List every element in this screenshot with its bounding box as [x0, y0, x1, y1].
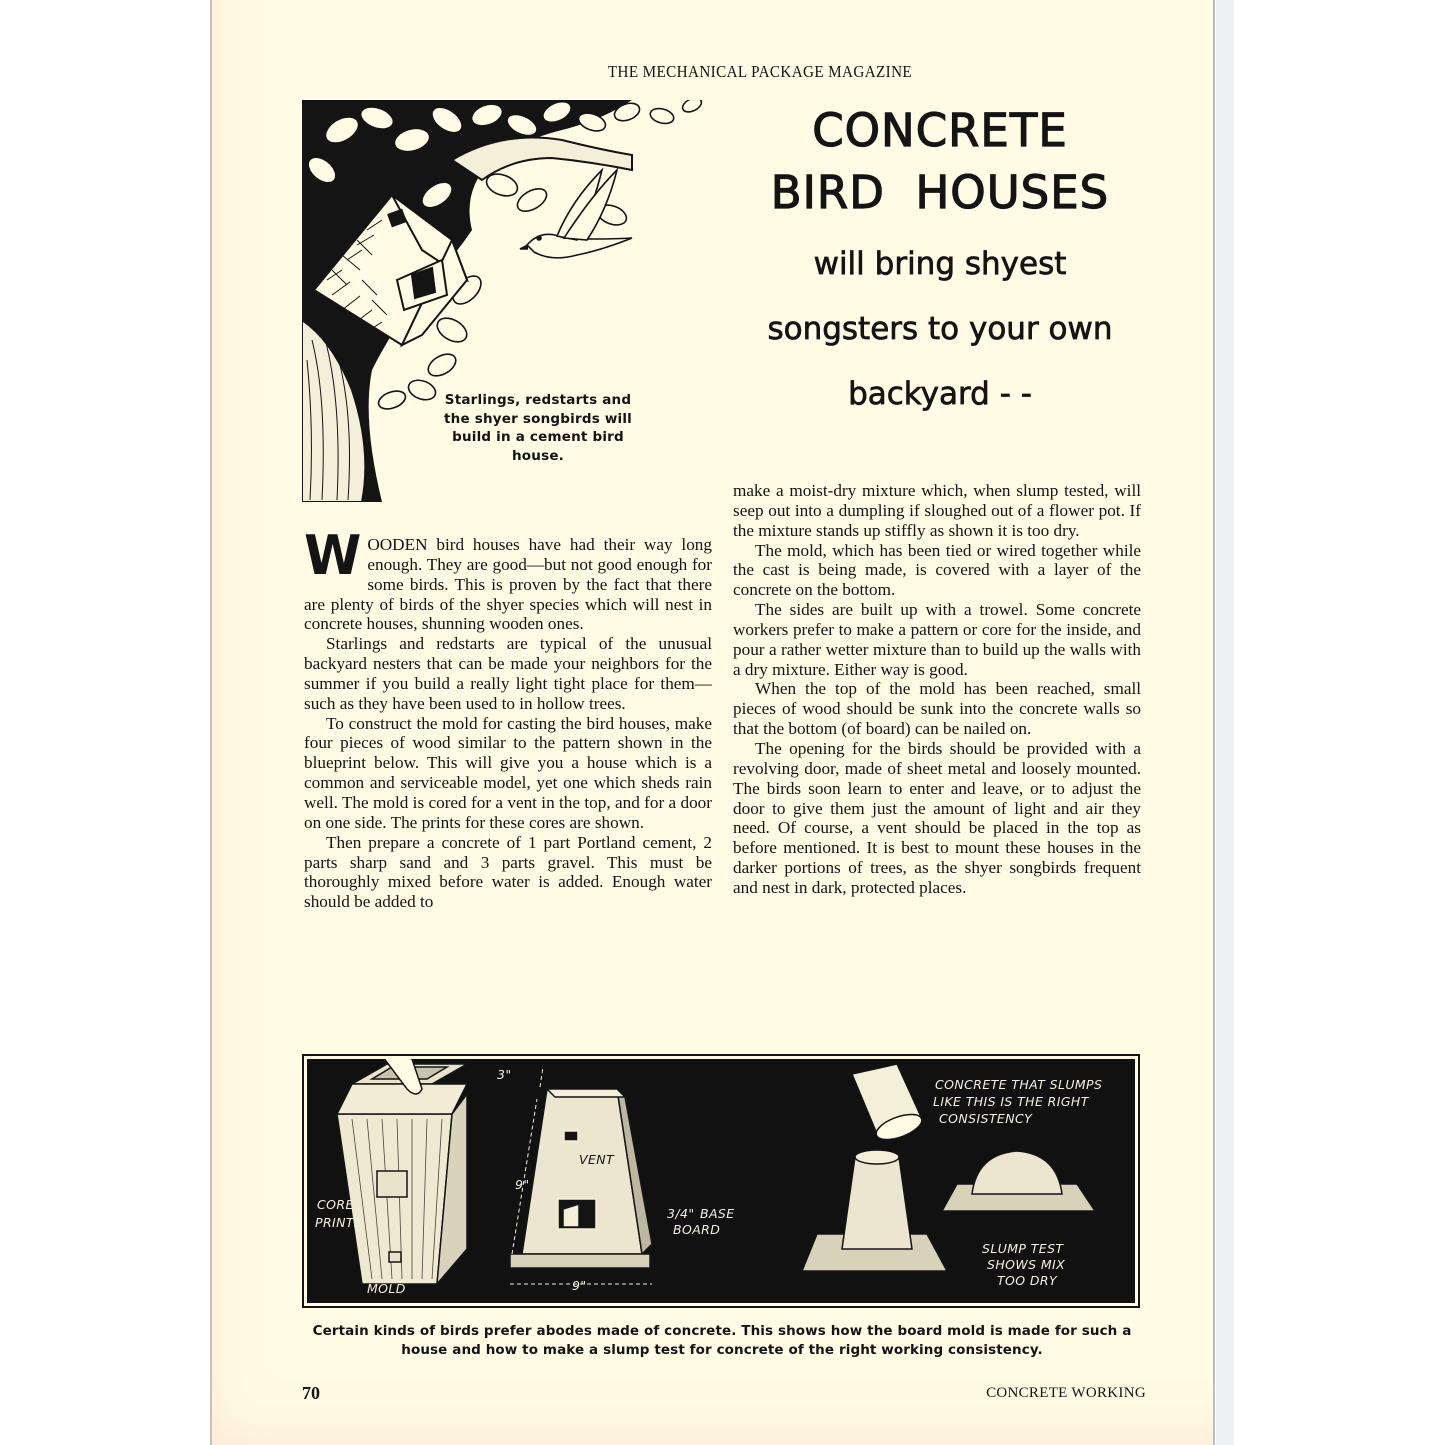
figure-caption: Certain kinds of birds prefer abodes made of concrete. This shows how the board mold is made for such a house and how to make a slump test for concrete of the right working consistency.	[312, 1323, 1132, 1358]
page-number: 70	[302, 1383, 320, 1403]
headline-subtitle-line2: songsters to your own	[767, 311, 1113, 347]
label-base-board-fraction: 3/4"	[667, 1206, 695, 1221]
label-prints: PRINTS	[315, 1215, 363, 1230]
headline-subtitle-line1: will bring shyest	[813, 246, 1067, 282]
label-core: CORE	[317, 1197, 354, 1212]
headline-subtitle-line3: backyard - -	[848, 376, 1032, 412]
mold-and-slump-test-figure	[302, 1054, 1140, 1308]
article-column-right	[733, 481, 1141, 898]
label-vent: VENT	[579, 1152, 615, 1167]
section-name: CONCRETE WORKING	[986, 1385, 1146, 1401]
illustration-caption: Starlings, redstarts and the shyer songbirds will build in a cement bird house.	[444, 392, 632, 464]
label-slump-test-2: SHOWS MIX	[987, 1257, 1066, 1272]
figure-panel	[307, 1059, 1135, 1303]
running-head: THE MECHANICAL PACKAGE MAGAZINE	[607, 62, 913, 81]
paragraph: To construct the mold for casting the bird houses, make four pieces of wood similar to the pattern shown in the blueprint below. This will give you a house which is a common and serviceable model, yet one which sheds rain well. The mold is cored for a vent in the top, and for a door on one side. The prints for these cores are shown.	[304, 713, 712, 832]
concrete-house-drawing	[510, 1089, 652, 1268]
label-right-consistency-3: CONSISTENCY	[939, 1111, 1033, 1126]
page-edge	[1216, 0, 1234, 1445]
paragraph: make a moist-dry mixture which, when slump tested, will seep out into a dumpling if sloughed out of a flower pot. If the mixture stands up stiffly as shown it is too dry.	[733, 481, 1141, 540]
wooden-mold-drawing	[337, 1064, 467, 1284]
label-right-consistency-2: LIKE THIS IS THE RIGHT	[933, 1094, 1089, 1109]
paragraph: Then prepare a concrete of 1 part Portland cement, 2 parts sharp sand and 3 parts gravel. This must be thoroughly mixed before water is added. Enough water should be added to	[304, 832, 712, 912]
paragraph: When the top of the mold has been reached, small pieces of wood should be sunk into the concrete walls so that the bottom (of board) can be nailed on.	[733, 679, 1141, 739]
label-dim-bottom: 9"	[572, 1278, 587, 1293]
paragraph-text: OODEN bird houses have had their way long enough. They are good—but not good enough for some birds. This is proven by the fact that there are plenty of birds of the shyer species which will nest in concrete houses, shunning wooden ones.	[304, 535, 712, 634]
label-dim-side: 9"	[515, 1177, 530, 1192]
article-column-left	[304, 524, 712, 912]
drop-cap: W	[304, 524, 362, 588]
label-mold: MOLD	[367, 1281, 406, 1296]
label-slump-test-3: TOO DRY	[997, 1273, 1058, 1288]
headline-title-line2: BIRD HOUSES	[770, 166, 1110, 219]
label-dim-top: 3"	[497, 1067, 512, 1082]
label-base-board-1: BASE	[700, 1206, 735, 1221]
paragraph	[304, 524, 712, 634]
headline-title-line1: CONCRETE	[812, 104, 1068, 157]
paragraph: The mold, which has been tied or wired together while the cast is being made, is covered with a layer of the concrete on the bottom.	[733, 540, 1141, 600]
label-slump-test-1: SLUMP TEST	[982, 1241, 1064, 1256]
paragraph: Starlings and redstarts are typical of the unusual backyard nesters that can be made your neighbors for the summer if you build a really light tight place for them—such as they have been used to in hollow trees.	[304, 634, 712, 713]
label-right-consistency-1: CONCRETE THAT SLUMPS	[935, 1077, 1103, 1092]
article-headline	[730, 100, 1150, 427]
label-base-board-2: BOARD	[673, 1222, 721, 1237]
paragraph: The sides are built up with a trowel. Some concrete workers prefer to make a pattern or core for the inside, and pour a rather wetter mixture than to build up the walls with a dry mixture. Either way is good.	[733, 600, 1141, 679]
paragraph: The opening for the birds should be provided with a revolving door, made of sheet metal and loosely mounted. The birds soon learn to enter and leave, or to adjust the door to give them just the amount of light and air they need. Of course, a vent should be placed in the top as before mentioned. It is best to mount these houses in the darker portions of trees, as the shyer songbirds frequent and nest in dark, protected places.	[733, 738, 1141, 897]
